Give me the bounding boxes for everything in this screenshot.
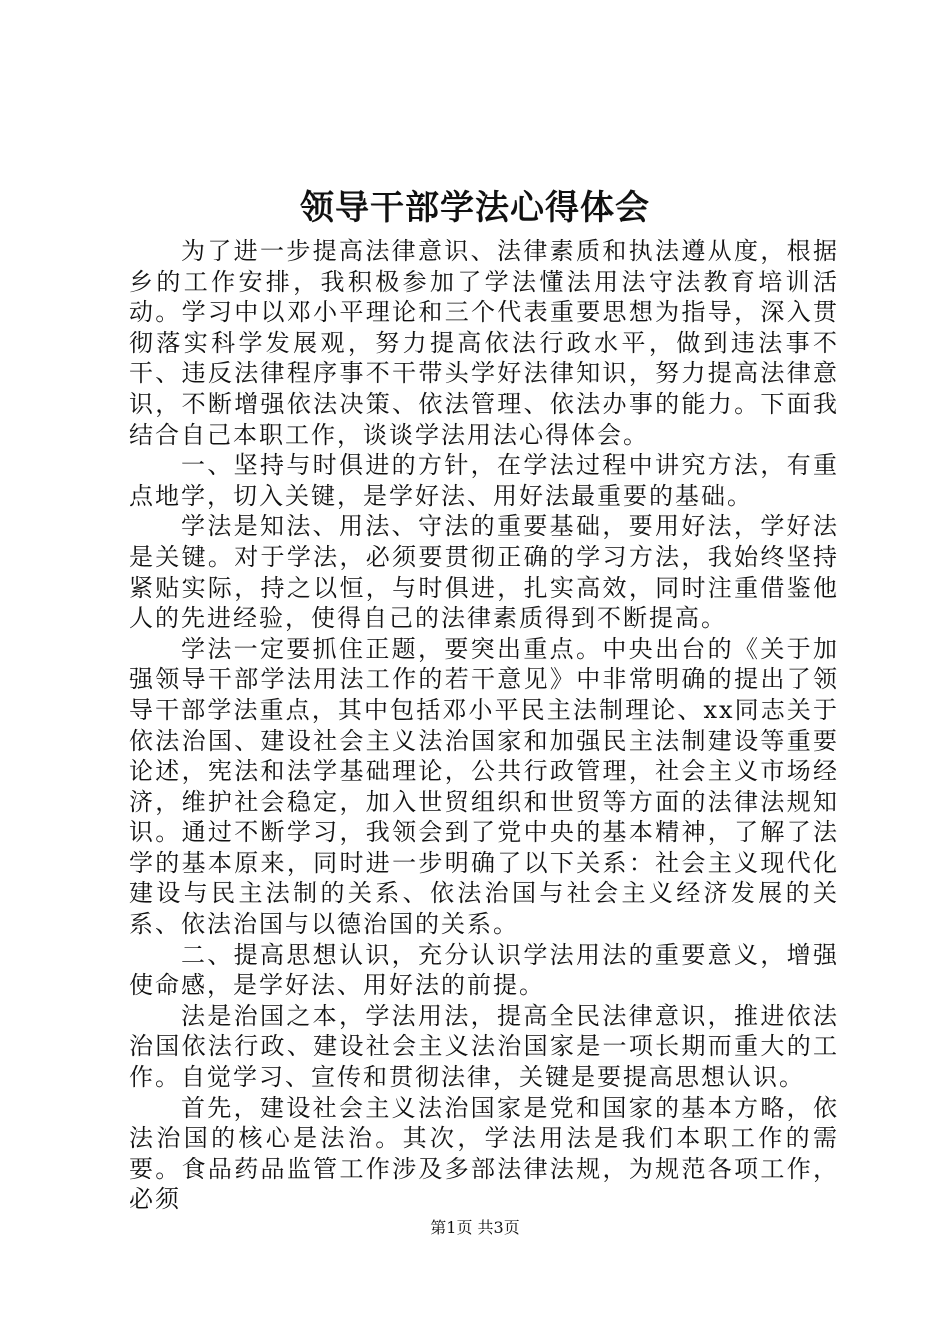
section-heading: 一、坚持与时俱进的方针，在学法过程中讲究方法，有重点地学，切入关键，是学好法、用好法最重要的基础。 <box>129 451 839 510</box>
document-body <box>129 236 839 1215</box>
document-title: 领导干部学法心得体会 <box>300 188 650 228</box>
paragraph: 为了进一步提高法律意识、法律素质和执法遵从度，根据乡的工作安排，我积极参加了学法懂法用法守法教育培训活动。学习中以邓小平理论和三个代表重要思想为指导，深入贯彻落实科学发展观，努力提高依法行政水平，做到违法事不干、违反法律程序事不干带头学好法律知识，努力提高法律意识，不断增强依法决策、依法管理、依法办事的能力。下面我结合自己本职工作，谈谈学法用法心得体会。 <box>129 237 839 449</box>
page-number: 第1页 共3页 <box>430 1218 520 1237</box>
paragraph: 学法一定要抓住正题，要突出重点。中央出台的《关于加强领导干部学法用法工作的若干意见》中非常明确的提出了领导干部学法重点，其中包括邓小平民主法制理论、xx同志关于依法治国、建设社会主义法治国家和加强民主法制建设等重要论述，宪法和法学基础理论，公共行政管理，社会主义市场经济，维护社会稳定，加入世贸组织和世贸等方面的法律法规知识。通过不断学习，我领会到了党中央的基本精神，了解了法学的基本原来，同时进一步明确了以下关系：社会主义现代化建设与民主法制的关系、依法治国与社会主义经济发展的关系、依法治国与以德治国的关系。 <box>129 634 839 939</box>
paragraph: 学法是知法、用法、守法的重要基础，要用好法，学好法是关键。对于学法，必须要贯彻正确的学习方法，我始终坚持紧贴实际，持之以恒，与时俱进，扎实高效，同时注重借鉴他人的先进经验，使得自己的法律素质得到不断提高。 <box>129 512 839 633</box>
paragraph: 首先，建设社会主义法治国家是党和国家的基本方略，依法治国的核心是法治。其次，学法用法是我们本职工作的需要。食品药品监管工作涉及多部法律法规，为规范各项工作，必须 <box>129 1093 839 1214</box>
section-heading: 二、提高思想认识，充分认识学法用法的重要意义，增强使命感，是学好法、用好法的前提。 <box>129 940 839 1000</box>
paragraph: 法是治国之本，学法用法，提高全民法律意识，推进依法治国依法行政、建设社会主义法治国家是一项长期而重大的工作。自觉学习、宣传和贯彻法律，关键是要提高思想认识。 <box>129 1001 839 1092</box>
